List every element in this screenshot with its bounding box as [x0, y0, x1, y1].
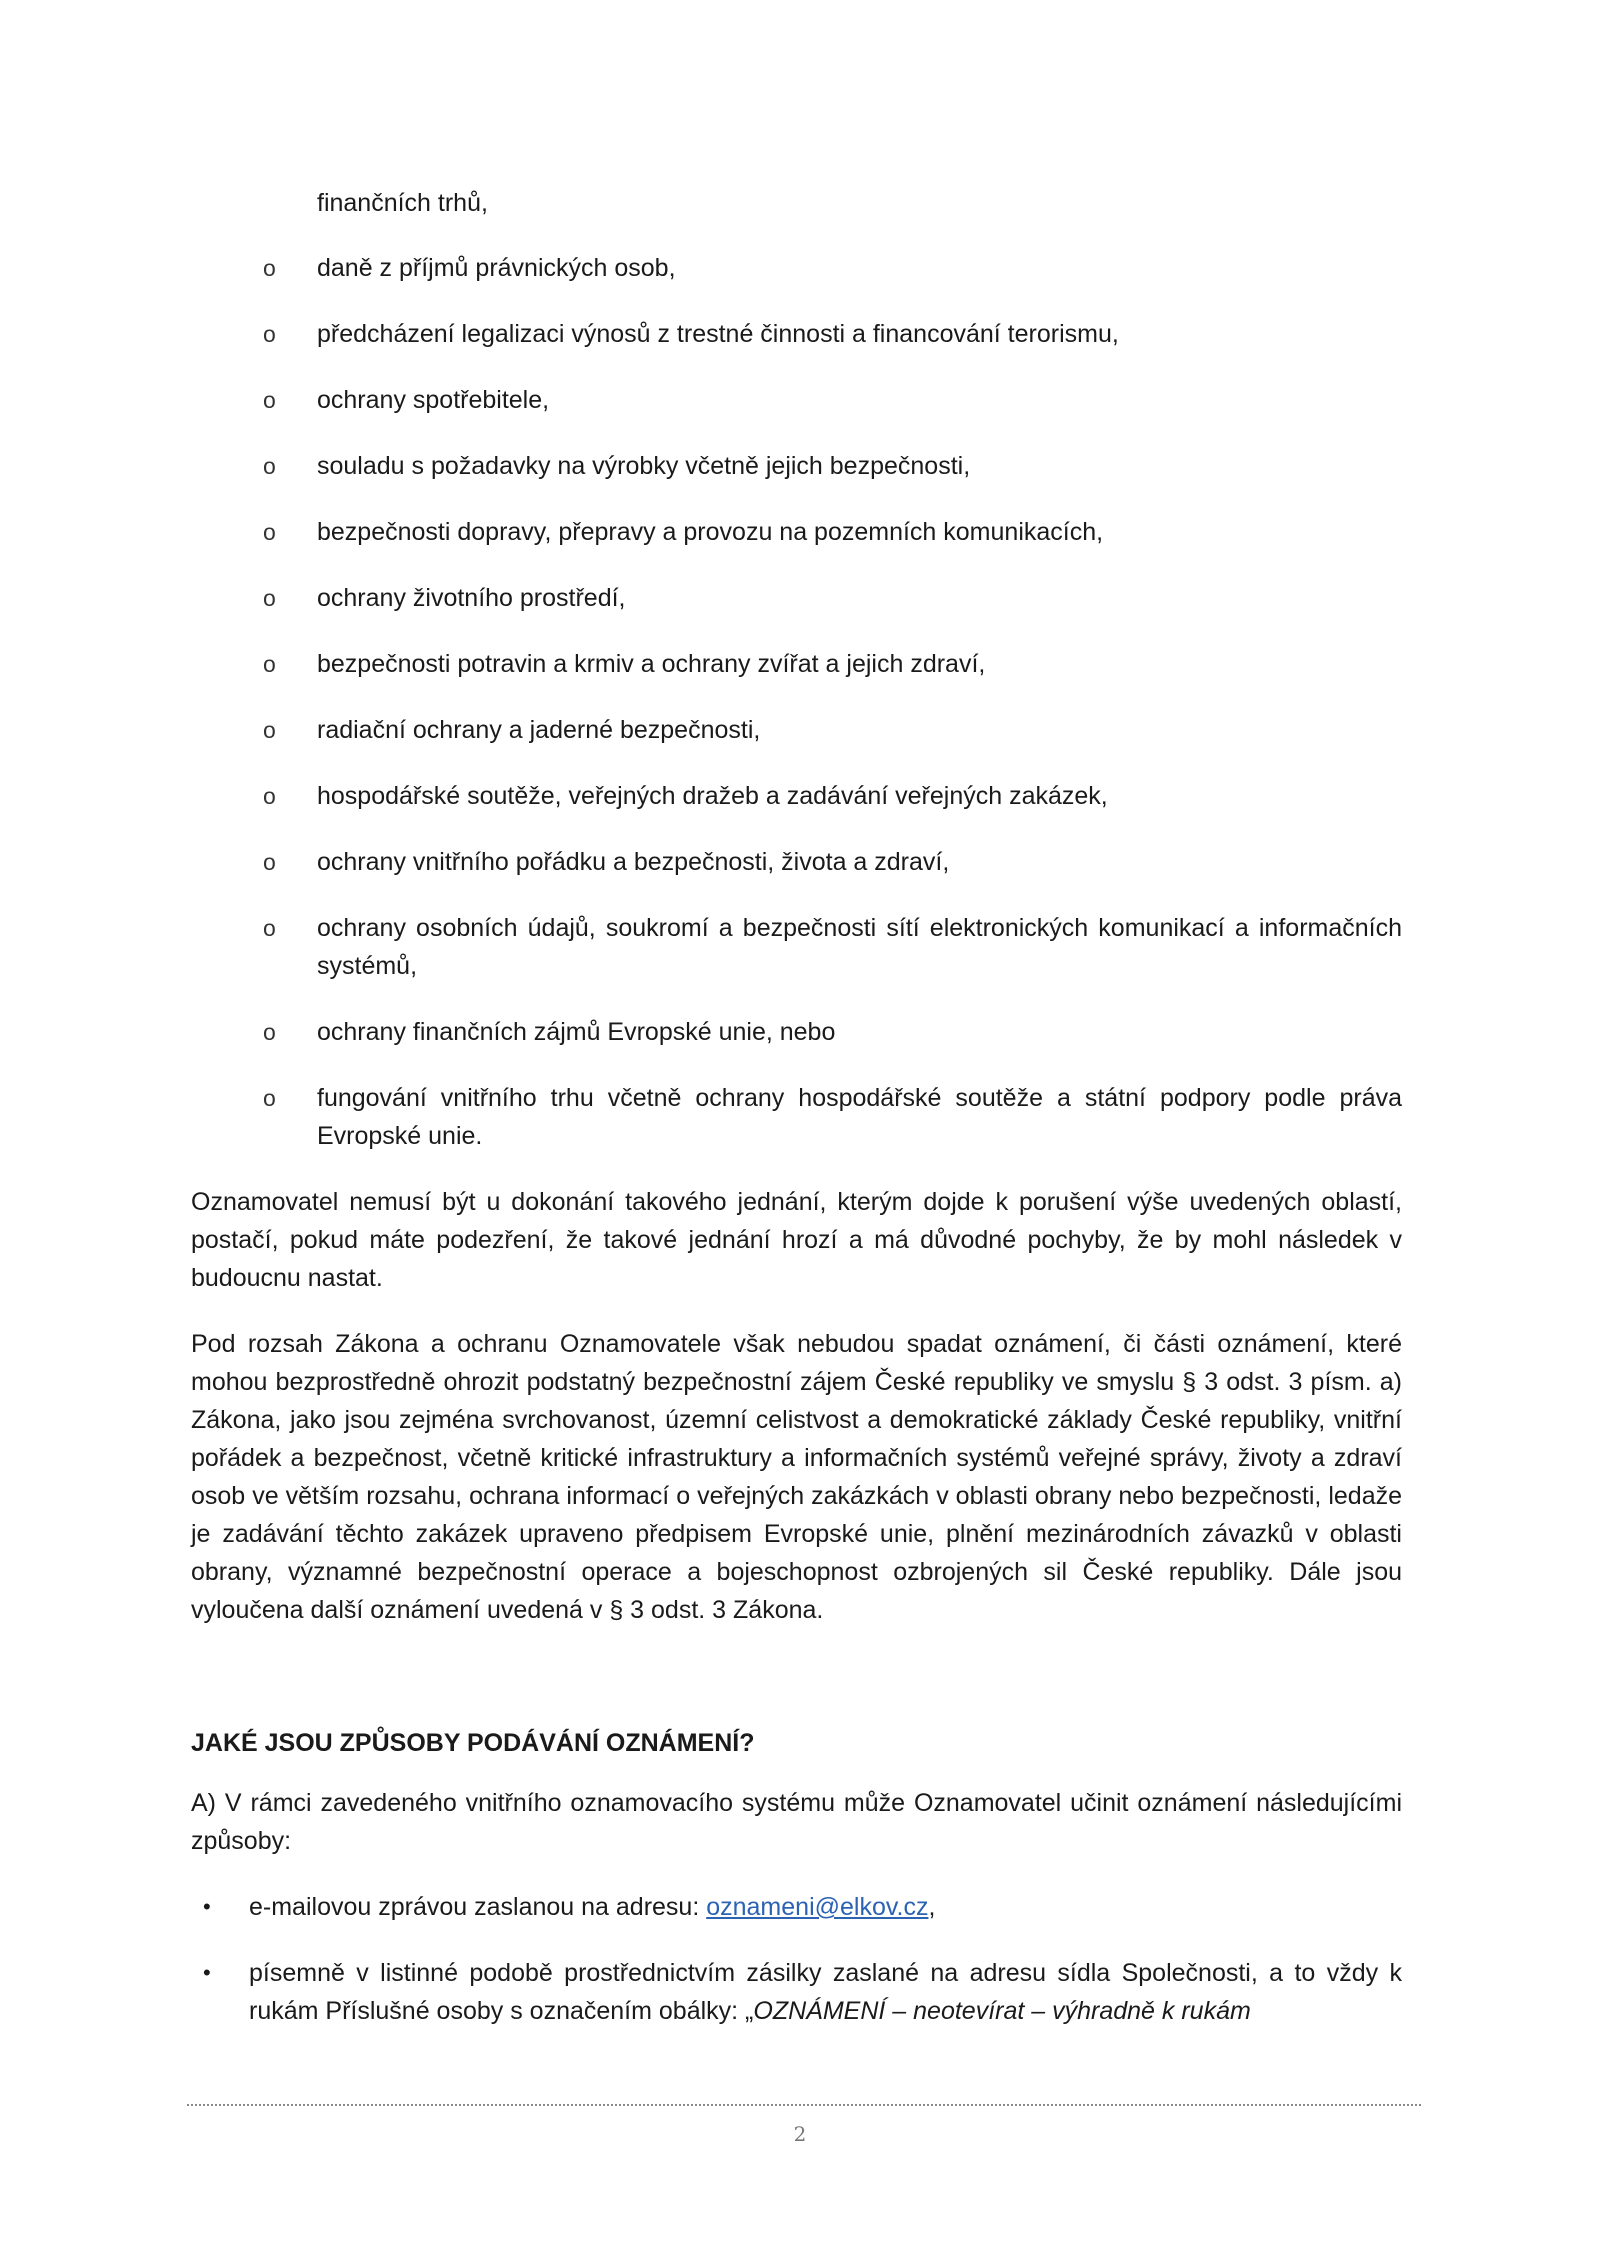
paragraph-reporting-methods: A) V rámci zavedeného vnitřního oznamovacího systému může Oznamovatel učinit oznámení následujícími způsoby: [191, 1789, 1402, 1855]
list-item-text: ochrany spotřebitele, [317, 386, 550, 414]
list-item-text: souladu s požadavky na výrobky včetně jejich bezpečnosti, [317, 452, 971, 480]
letter-method-text: písemně v listinné podobě prostřednictvím zásilky zaslané na adresu sídla Společnosti, a to vždy k rukám Příslušné osoby s označením obálky: „ [249, 1959, 1402, 2025]
circle-bullet-icon: o [263, 255, 276, 281]
email-method-suffix: , [928, 1893, 936, 1921]
circle-bullet-icon: o [263, 849, 276, 875]
circle-bullet-icon: o [263, 321, 276, 347]
list-item [191, 909, 1402, 985]
page-content [191, 184, 1402, 2058]
list-item [191, 777, 1402, 815]
list-item-text: daně z příjmů právnických osob, [317, 254, 676, 282]
list-item-text: radiační ochrany a jaderné bezpečnosti, [317, 716, 761, 744]
list-item [191, 579, 1402, 617]
circle-bullet-icon: o [263, 915, 276, 941]
list-item-text: hospodářské soutěže, veřejných dražeb a zadávání veřejných zakázek, [317, 782, 1108, 810]
list-item-text: ochrany finančních zájmů Evropské unie, nebo [317, 1018, 836, 1046]
email-method-text: e-mailovou zprávou zaslanou na adresu: [249, 1893, 707, 1921]
paragraph-suspicion: Oznamovatel nemusí být u dokonání takového jednání, kterým dojde k porušení výše uvedených oblastí, postačí, pokud máte podezření, že takové jednání hrozí a má důvodné pochyby, že by mohl následek v budoucnu nastat. [191, 1188, 1402, 1292]
list-item-text: bezpečnosti dopravy, přepravy a provozu na pozemních komunikacích, [317, 518, 1104, 546]
section-heading: JAKÉ JSOU ZPŮSOBY PODÁVÁNÍ OZNÁMENÍ? [191, 1729, 755, 1757]
circle-bullet-icon: o [263, 453, 276, 479]
circle-bullet-icon: o [263, 783, 276, 809]
circle-bullet-icon: o [263, 717, 276, 743]
bullet-icon: • [203, 1894, 211, 1919]
list-item [191, 249, 1402, 287]
footer-divider [187, 2104, 1421, 2106]
list-item-text: finančních trhů, [317, 189, 488, 217]
list-item [191, 381, 1402, 419]
list-item [191, 1079, 1402, 1155]
list-item-email [191, 1888, 1402, 1926]
list-item [191, 1013, 1402, 1051]
circle-bullet-icon: o [263, 387, 276, 413]
list-item [191, 513, 1402, 551]
circle-bullet-icon: o [263, 585, 276, 611]
list-item-text: ochrany vnitřního pořádku a bezpečnosti, života a zdraví, [317, 848, 950, 876]
paragraph-exclusions: Pod rozsah Zákona a ochranu Oznamovatele však nebudou spadat oznámení, či části oznámení, které mohou bezprostředně ohrozit podstatný bezpečnostní zájem České republiky ve smyslu § 3 odst. 3 písm. a) Zákona, jako jsou zejména svrchovanost, územní celistvost a demokratické základy České republiky, vnitřní pořádek a bezpečnost, včetně kritické infrastruktury a informačních systémů veřejné správy, životy a zdraví osob ve větším rozsahu, ochrana informací o veřejných zakázkách v oblasti obrany nebo bezpečnosti, ledaže je zadávání těchto zakázek upraveno předpisem Evropské unie, plnění mezinárodních závazků v oblasti obrany, významné bezpečnostní operace a bojeschopnost ozbrojených sil České republiky. Dále jsou vyloučena další oznámení uvedená v § 3 odst. 3 Zákona. [191, 1330, 1402, 1624]
list-item [191, 843, 1402, 881]
envelope-label-text: OZNÁMENÍ – neotevírat – výhradně k rukám [753, 1997, 1251, 2025]
page-number: 2 [793, 2122, 807, 2146]
list-item [191, 447, 1402, 485]
list-item-text: bezpečnosti potravin a krmiv a ochrany zvířat a jejich zdraví, [317, 650, 986, 678]
list-item-text: ochrany osobních údajů, soukromí a bezpečnosti sítí elektronických komunikací a informačních systémů, [317, 914, 1402, 980]
circle-bullet-icon: o [263, 519, 276, 545]
list-item-text: předcházení legalizaci výnosů z trestné činnosti a financování terorismu, [317, 320, 1119, 348]
list-item [191, 645, 1402, 683]
list-item [191, 184, 1402, 222]
list-item-text: fungování vnitřního trhu včetně ochrany hospodářské soutěže a státní podpory podle práva Evropské unie. [317, 1084, 1402, 1150]
list-item [191, 315, 1402, 353]
circle-bullet-icon: o [263, 1085, 276, 1111]
protected-areas-list [191, 184, 1402, 1155]
circle-bullet-icon: o [263, 1019, 276, 1045]
reporting-methods-list [191, 1888, 1402, 2030]
list-item-letter [191, 1954, 1402, 2030]
bullet-icon: • [203, 1960, 211, 1985]
circle-bullet-icon: o [263, 651, 276, 677]
email-link[interactable]: oznameni@elkov.cz [706, 1893, 929, 1921]
list-item [191, 711, 1402, 749]
list-item-text: ochrany životního prostředí, [317, 584, 626, 612]
